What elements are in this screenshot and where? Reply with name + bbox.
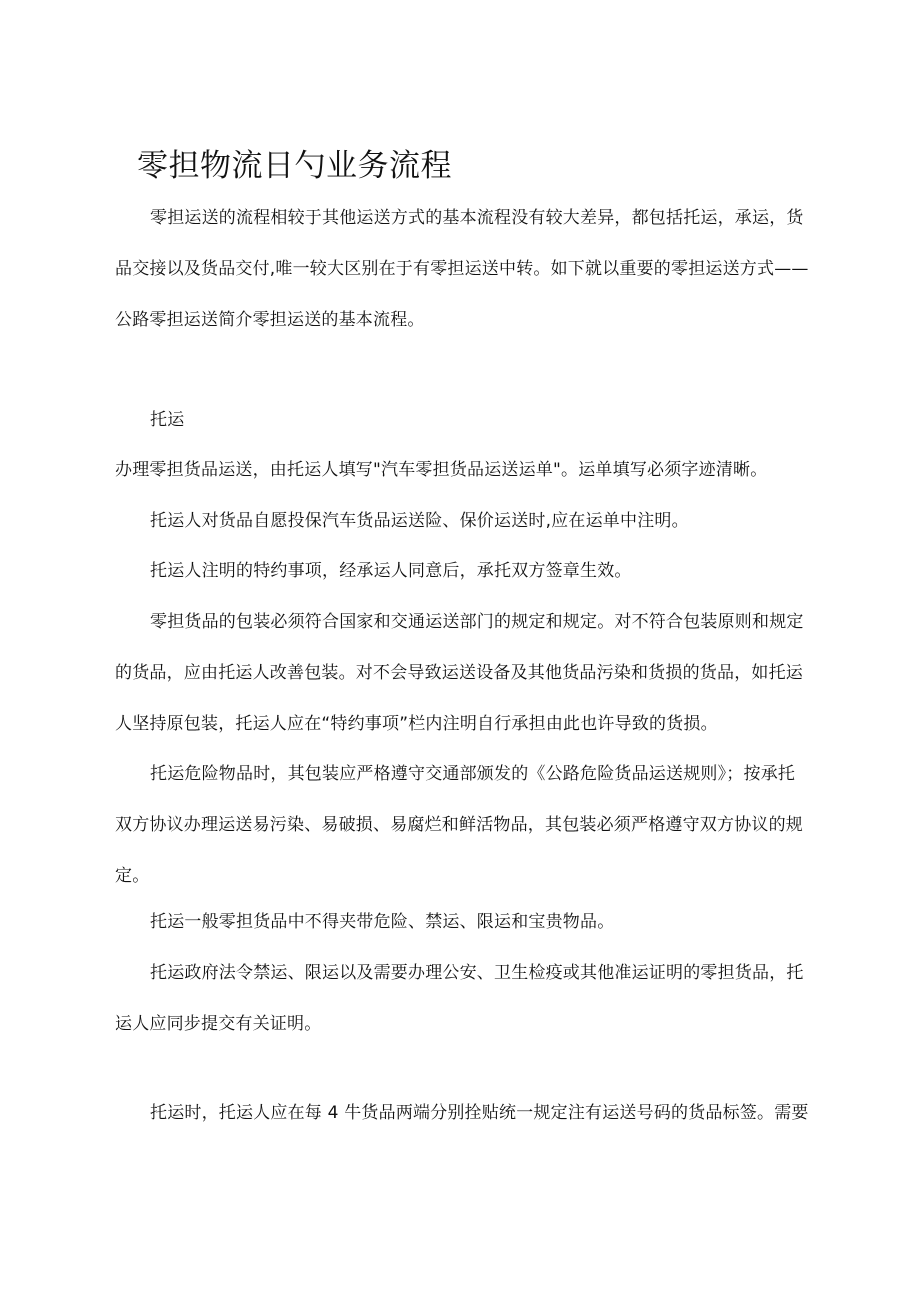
paragraph-3: 托运人注明的特约事项，经承运人同意后，承托双方签章生效。 bbox=[150, 561, 632, 581]
intro-paragraph: 零担运送的流程相较于其他运送方式的基本流程没有较大差异，都包括托运，承运，货品交接以及货品交付,唯一较大区别在于有零担运送中转。如下就以重要的零担运送方式——公路零担运送简介零担运送的基本流程。 bbox=[115, 208, 809, 330]
paragraph-2: 托运人对货品自愿投保汽车货品运送险、保价运送时,应在运单中注明。 bbox=[150, 511, 689, 531]
paragraph-1: 办理零担货品运送，由托运人填写"汽车零担货品运送运单"。运单填写必须字迹清晰。 bbox=[115, 460, 768, 480]
paragraph-5: 托运危险物品时，其包装应严格遵守交通部颁发的《公路危险货品运送规则》；按承托双方协议办理运送易污染、易破损、易腐烂和鲜活物品，其包装必须严格遵守双方协议的规定。 bbox=[115, 764, 803, 886]
paragraph-7: 托运政府法令禁运、限运以及需要办理公安、卫生检疫或其他准运证明的零担货品，托运人应同步提交有关证明。 bbox=[115, 963, 804, 1034]
section-heading: 托运 bbox=[150, 410, 185, 430]
paragraph-4: 零担货品的包装必须符合国家和交通运送部门的规定和规定。对不符合包装原则和规定的货品，应由托运人改善包装。对不会导致运送设备及其他货品污染和货损的货品，如托运人坚持原包装，托运人应在“特约事项”栏内注明自行承担由此也许导致的货损。 bbox=[115, 612, 804, 734]
page-title: 零担物流日勺业务流程 bbox=[137, 148, 452, 184]
paragraph-6: 托运一般零担货品中不得夹带危险、禁运、限运和宝贵物品。 bbox=[150, 912, 615, 932]
paragraph-8: 托运时，托运人应在每 4 牛货品两端分别拴贴统一规定注有运送号码的货品标签。需要 bbox=[150, 1103, 809, 1123]
